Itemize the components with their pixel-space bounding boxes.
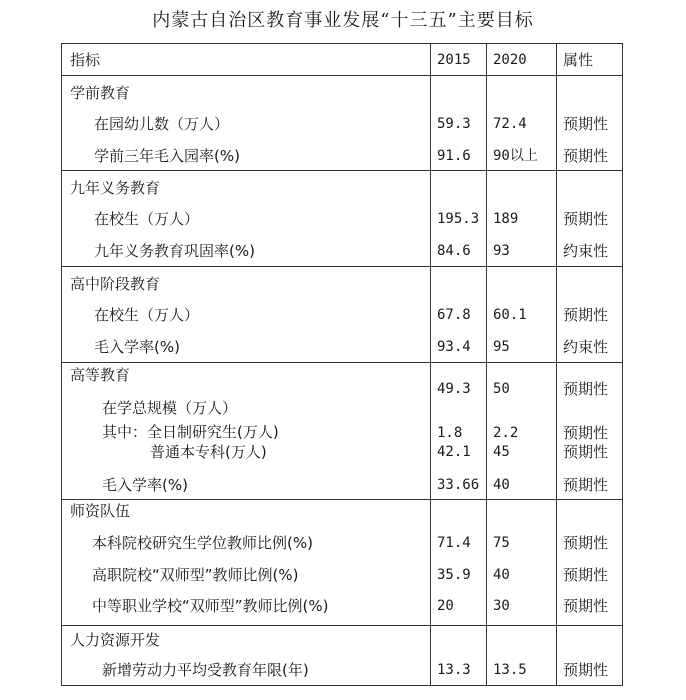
value-2020: 95 (493, 339, 510, 355)
row-label: 在园幼儿数（万人） (94, 115, 230, 133)
row-label: 在校生（万人） (94, 210, 200, 228)
value-2015: 67.8 (437, 307, 471, 323)
value-2020: 13.5 (493, 662, 527, 678)
value-2015: 33.66 (437, 477, 480, 493)
row-label: 高职院校“双师型”教师比例(%) (92, 566, 299, 584)
attribute: 预期性 (563, 424, 609, 442)
header-year-2020: 2020 (493, 52, 527, 68)
header-year-2015: 2015 (437, 52, 471, 68)
value-2015: 1.8 (437, 425, 463, 441)
value-2020: 45 (493, 444, 510, 460)
attribute: 预期性 (563, 306, 609, 324)
section-title: 人力资源开发 (70, 631, 161, 649)
row-divider (62, 362, 622, 363)
value-2020: 60.1 (493, 307, 527, 323)
attribute: 约束性 (563, 242, 609, 260)
value-2015: 195.3 (437, 211, 480, 227)
value-2015: 84.6 (437, 243, 471, 259)
value-2015: 35.9 (437, 567, 471, 583)
attribute: 预期性 (563, 380, 609, 398)
value-2015: 13.3 (437, 662, 471, 678)
section-title: 学前教育 (70, 84, 131, 102)
value-2020: 2.2 (493, 425, 519, 441)
row-label: 九年义务教育巩固率(%) (94, 242, 255, 260)
value-2020: 189 (493, 211, 519, 227)
attribute: 预期性 (563, 534, 609, 552)
attribute: 预期性 (563, 147, 609, 165)
section-title: 高等教育 (70, 366, 131, 384)
value-2020: 40 (493, 477, 510, 493)
row-label: 本科院校研究生学位教师比例(%) (92, 534, 313, 552)
row-divider (62, 75, 622, 76)
value-2015: 91.6 (437, 148, 471, 164)
value-2020: 72.4 (493, 116, 527, 132)
attribute: 预期性 (563, 210, 609, 228)
value-2015: 71.4 (437, 535, 471, 551)
column-divider (430, 44, 431, 685)
value-2020: 40 (493, 567, 510, 583)
value-2020: 30 (493, 598, 510, 614)
page-title: 内蒙古自治区教育事业发展“十三五”主要目标 (152, 10, 534, 31)
header-attribute: 属性 (563, 51, 594, 69)
row-label: 毛入学率(%) (94, 338, 180, 356)
attribute: 预期性 (563, 115, 609, 133)
value-2015: 42.1 (437, 444, 471, 460)
row-label: 毛入学率(%) (102, 476, 188, 494)
row-label: 其中：全日制研究生(万人) (102, 423, 279, 441)
value-2015: 20 (437, 598, 454, 614)
column-divider (486, 44, 487, 685)
row-label: 学前三年毛入园率(%) (94, 147, 240, 165)
column-divider (556, 44, 557, 685)
value-2020: 75 (493, 535, 510, 551)
row-label: 新增劳动力平均受教育年限(年) (102, 661, 309, 679)
header-indicator: 指标 (70, 51, 101, 69)
row-label: 中等职业学校“双师型”教师比例(%) (92, 597, 329, 615)
row-label: 在学总规模（万人） (102, 399, 238, 417)
value-2020: 93 (493, 243, 510, 259)
row-divider (62, 266, 622, 267)
attribute: 预期性 (563, 476, 609, 494)
attribute: 预期性 (563, 597, 609, 615)
attribute: 约束性 (563, 338, 609, 356)
attribute: 预期性 (563, 661, 609, 679)
row-label: 普通本专科(万人) (150, 443, 267, 461)
value-2015: 49.3 (437, 381, 471, 397)
attribute: 预期性 (563, 443, 609, 461)
row-divider (62, 499, 622, 500)
row-divider (62, 170, 622, 171)
row-label: 在校生（万人） (94, 306, 200, 324)
value-2020: 90以上 (493, 148, 538, 164)
goals-table (61, 43, 623, 686)
value-2020: 50 (493, 381, 510, 397)
section-title: 九年义务教育 (70, 179, 161, 197)
attribute: 预期性 (563, 566, 609, 584)
row-divider (62, 625, 622, 626)
section-title: 师资队伍 (70, 502, 131, 520)
section-title: 高中阶段教育 (70, 275, 161, 293)
value-2015: 93.4 (437, 339, 471, 355)
value-2015: 59.3 (437, 116, 471, 132)
